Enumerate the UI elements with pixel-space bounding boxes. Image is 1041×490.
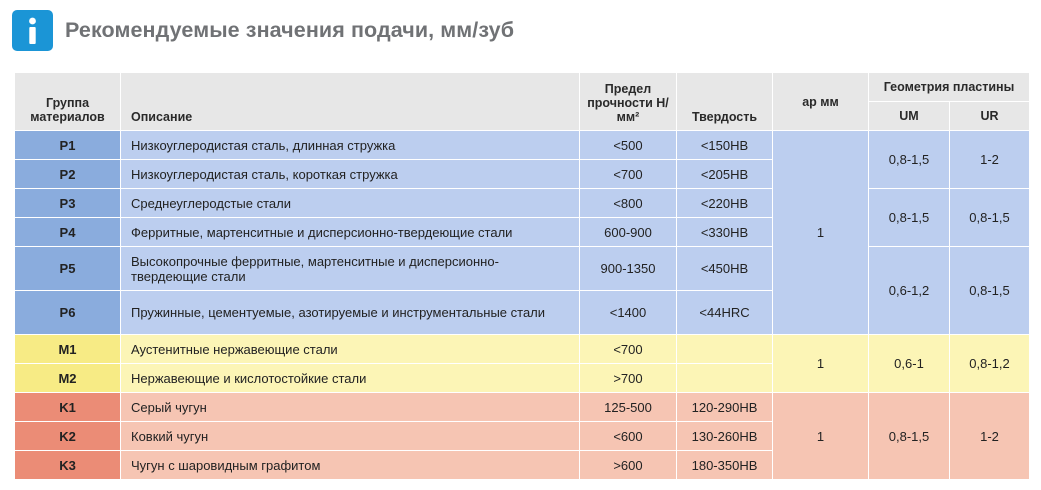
- group-cell: M2: [15, 364, 121, 393]
- hardness-cell: [677, 335, 773, 364]
- header-hardness: Твердость: [677, 73, 773, 131]
- strength-cell: >600: [580, 451, 677, 480]
- description-cell: Низкоуглеродистая сталь, длинная стружка: [121, 131, 580, 160]
- strength-cell: <700: [580, 335, 677, 364]
- hardness-cell: 180-350HB: [677, 451, 773, 480]
- description-cell: Чугун с шаровидным графитом: [121, 451, 580, 480]
- group-cell: M1: [15, 335, 121, 364]
- header-description: Описание: [121, 73, 580, 131]
- description-cell: Ферритные, мартенситные и дисперсионно-твердеющие стали: [121, 218, 580, 247]
- header-strength: Предел прочности Н/мм²: [580, 73, 677, 131]
- um-cell-p34: 0,8-1,5: [869, 189, 950, 247]
- ur-cell-m: 0,8-1,2: [950, 335, 1030, 393]
- description-cell: Нержавеющие и кислотостойкие стали: [121, 364, 580, 393]
- description-cell: Серый чугун: [121, 393, 580, 422]
- info-icon: [12, 10, 53, 51]
- description-cell: Среднеуглеродстые стали: [121, 189, 580, 218]
- ur-cell-k: 1-2: [950, 393, 1030, 480]
- hardness-cell: 120-290HB: [677, 393, 773, 422]
- ur-cell-p12: 1-2: [950, 131, 1030, 189]
- strength-cell: <800: [580, 189, 677, 218]
- feed-rate-table: [14, 72, 1030, 480]
- um-cell-p12: 0,8-1,5: [869, 131, 950, 189]
- group-cell: P2: [15, 160, 121, 189]
- strength-cell: 125-500: [580, 393, 677, 422]
- header-geometry: Геометрия пластины: [869, 73, 1030, 102]
- hardness-cell: 130-260HB: [677, 422, 773, 451]
- description-cell: Высокопрочные ферритные, мартенситные и дисперсионно-твердеющие стали: [121, 247, 580, 291]
- ur-cell-p56: 0,8-1,5: [950, 247, 1030, 335]
- hardness-cell: <450HB: [677, 247, 773, 291]
- description-cell: Аустенитные нержавеющие стали: [121, 335, 580, 364]
- ap-cell-k: 1: [773, 393, 869, 480]
- header-um: UM: [869, 102, 950, 131]
- strength-cell: <700: [580, 160, 677, 189]
- um-cell-p56: 0,6-1,2: [869, 247, 950, 335]
- hardness-cell: <150HB: [677, 131, 773, 160]
- group-cell: K3: [15, 451, 121, 480]
- header-ap: ap мм: [773, 73, 869, 131]
- header-ur: UR: [950, 102, 1030, 131]
- hardness-cell: <330HB: [677, 218, 773, 247]
- ur-cell-p34: 0,8-1,5: [950, 189, 1030, 247]
- group-cell: P4: [15, 218, 121, 247]
- page-header: [12, 9, 514, 51]
- table-row-p3: [15, 189, 1030, 218]
- page-title: Рекомендуемые значения подачи, мм/зуб: [65, 17, 515, 42]
- table-row-p1: [15, 131, 1030, 160]
- table-row-p5: [15, 247, 1030, 291]
- group-cell: P3: [15, 189, 121, 218]
- strength-cell: <600: [580, 422, 677, 451]
- hardness-cell: <220HB: [677, 189, 773, 218]
- hardness-cell: <44HRC: [677, 291, 773, 335]
- ap-cell-m: 1: [773, 335, 869, 393]
- table-row-m1: [15, 335, 1030, 364]
- hardness-cell: [677, 364, 773, 393]
- strength-cell: 600-900: [580, 218, 677, 247]
- description-cell: Пружинные, цементуемые, азотируемые и инструментальные стали: [121, 291, 580, 335]
- table-row-k1: [15, 393, 1030, 422]
- group-cell: P5: [15, 247, 121, 291]
- group-cell: P6: [15, 291, 121, 335]
- group-cell: P1: [15, 131, 121, 160]
- hardness-cell: <205HB: [677, 160, 773, 189]
- description-cell: Низкоуглеродистая сталь, короткая стружка: [121, 160, 580, 189]
- strength-cell: <500: [580, 131, 677, 160]
- strength-cell: >700: [580, 364, 677, 393]
- header-group: Группа материалов: [15, 73, 121, 131]
- group-cell: K2: [15, 422, 121, 451]
- description-cell: Ковкий чугун: [121, 422, 580, 451]
- group-cell: K1: [15, 393, 121, 422]
- strength-cell: <1400: [580, 291, 677, 335]
- um-cell-m: 0,6-1: [869, 335, 950, 393]
- ap-cell-p: 1: [773, 131, 869, 335]
- strength-cell: 900-1350: [580, 247, 677, 291]
- um-cell-k: 0,8-1,5: [869, 393, 950, 480]
